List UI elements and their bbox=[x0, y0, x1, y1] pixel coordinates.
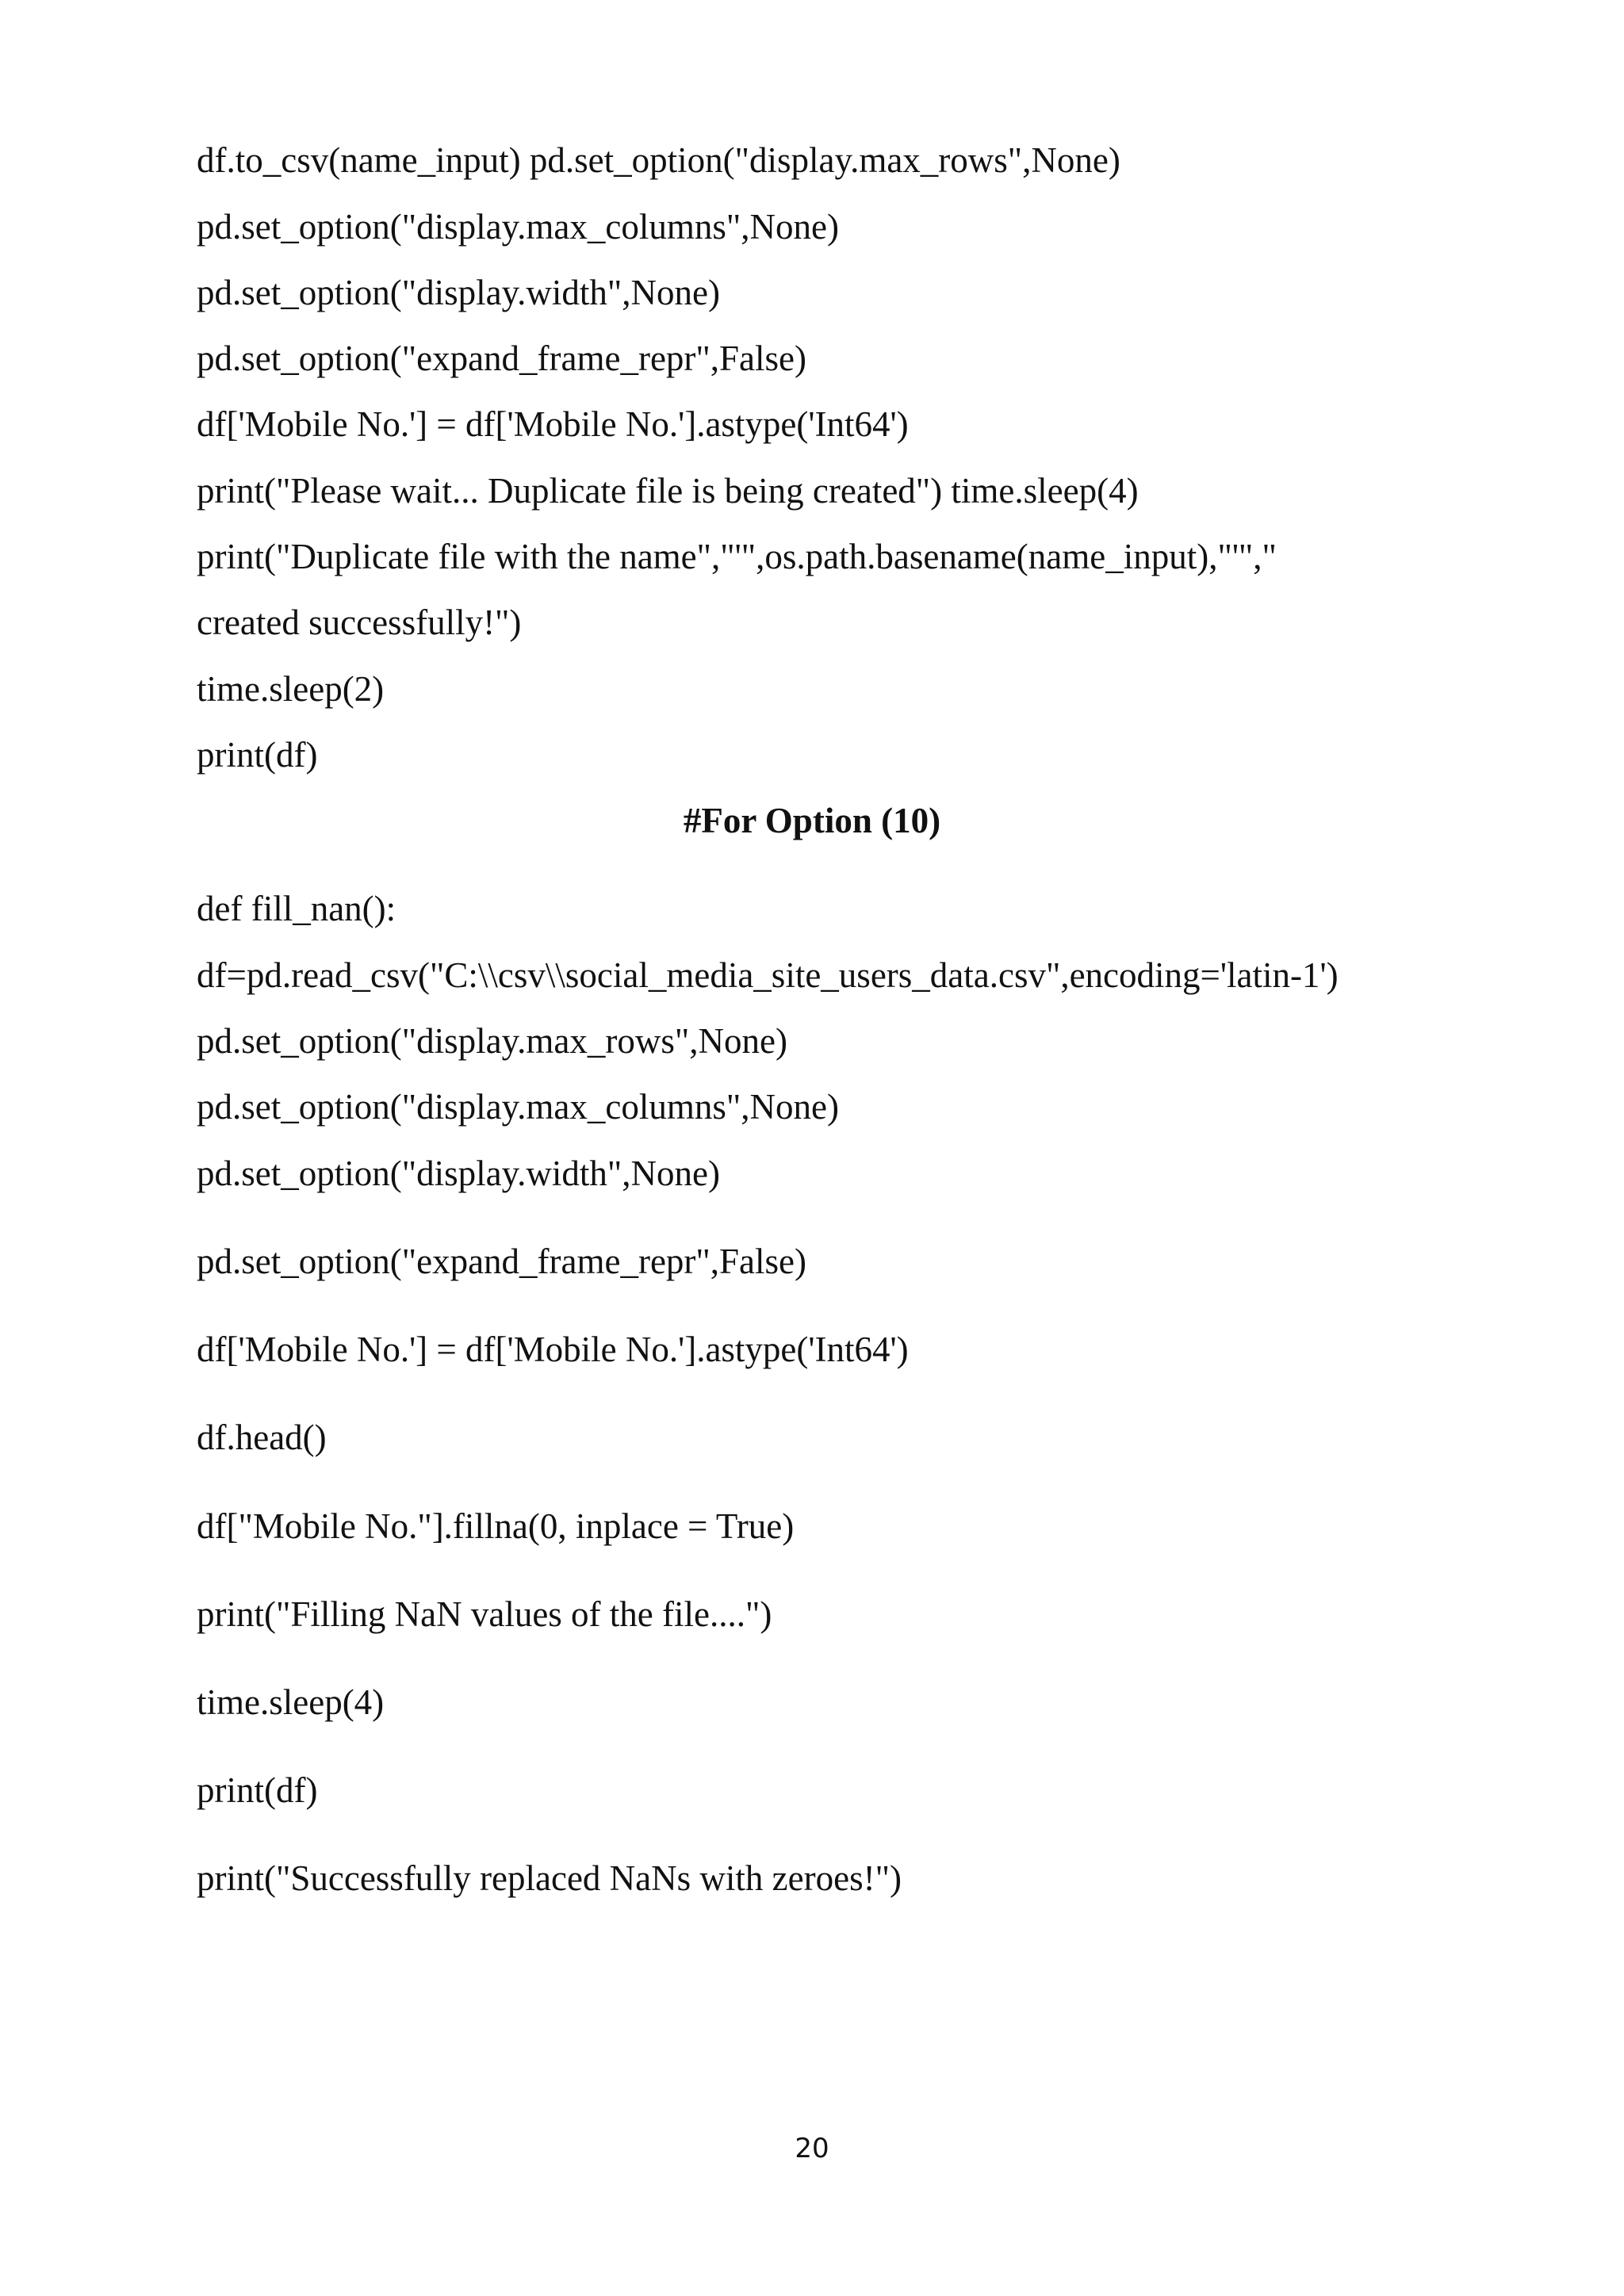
code-line: time.sleep(2) bbox=[197, 669, 385, 709]
section-heading: #For Option (10) bbox=[683, 801, 941, 840]
code-line: df=pd.read_csv("C:\\csv\\social_media_site_users_data.csv",encoding='latin-1') bbox=[197, 955, 1339, 995]
code-line: print("Please wait... Duplicate file is being created") time.sleep(4) bbox=[197, 471, 1139, 511]
code-line: print(df) bbox=[197, 1770, 318, 1810]
code-line: df.to_csv(name_input) pd.set_option("display.max_rows",None) bbox=[197, 140, 1120, 180]
code-line: pd.set_option("expand_frame_repr",False) bbox=[197, 339, 806, 378]
code-line: time.sleep(4) bbox=[197, 1682, 385, 1722]
code-line: pd.set_option("display.max_columns",None) bbox=[197, 1087, 839, 1127]
code-line: df.head() bbox=[197, 1418, 327, 1457]
code-line: print("Filling NaN values of the file....") bbox=[197, 1594, 772, 1634]
code-line: pd.set_option("display.width",None) bbox=[197, 273, 720, 312]
code-line: print("Successfully replaced NaNs with zeroes!") bbox=[197, 1858, 902, 1898]
code-line: pd.set_option("display.max_columns",None) bbox=[197, 207, 839, 247]
code-line: df['Mobile No.'] = df['Mobile No.'].astype('Int64') bbox=[197, 1330, 909, 1369]
code-line: pd.set_option("expand_frame_repr",False) bbox=[197, 1242, 806, 1281]
code-line: def fill_nan(): bbox=[197, 889, 396, 928]
page-number: 20 bbox=[795, 2133, 829, 2164]
code-line: df["Mobile No."].fillna(0, inplace = True) bbox=[197, 1506, 795, 1546]
code-line: pd.set_option("display.width",None) bbox=[197, 1154, 720, 1193]
code-line: df['Mobile No.'] = df['Mobile No.'].astype('Int64') bbox=[197, 404, 909, 444]
code-line: print("Duplicate file with the name","'",os.path.basename(name_input),"'"," bbox=[197, 537, 1277, 576]
code-line: print(df) bbox=[197, 735, 318, 775]
code-line: created successfully!") bbox=[197, 603, 522, 642]
code-line: pd.set_option("display.max_rows",None) bbox=[197, 1021, 787, 1061]
